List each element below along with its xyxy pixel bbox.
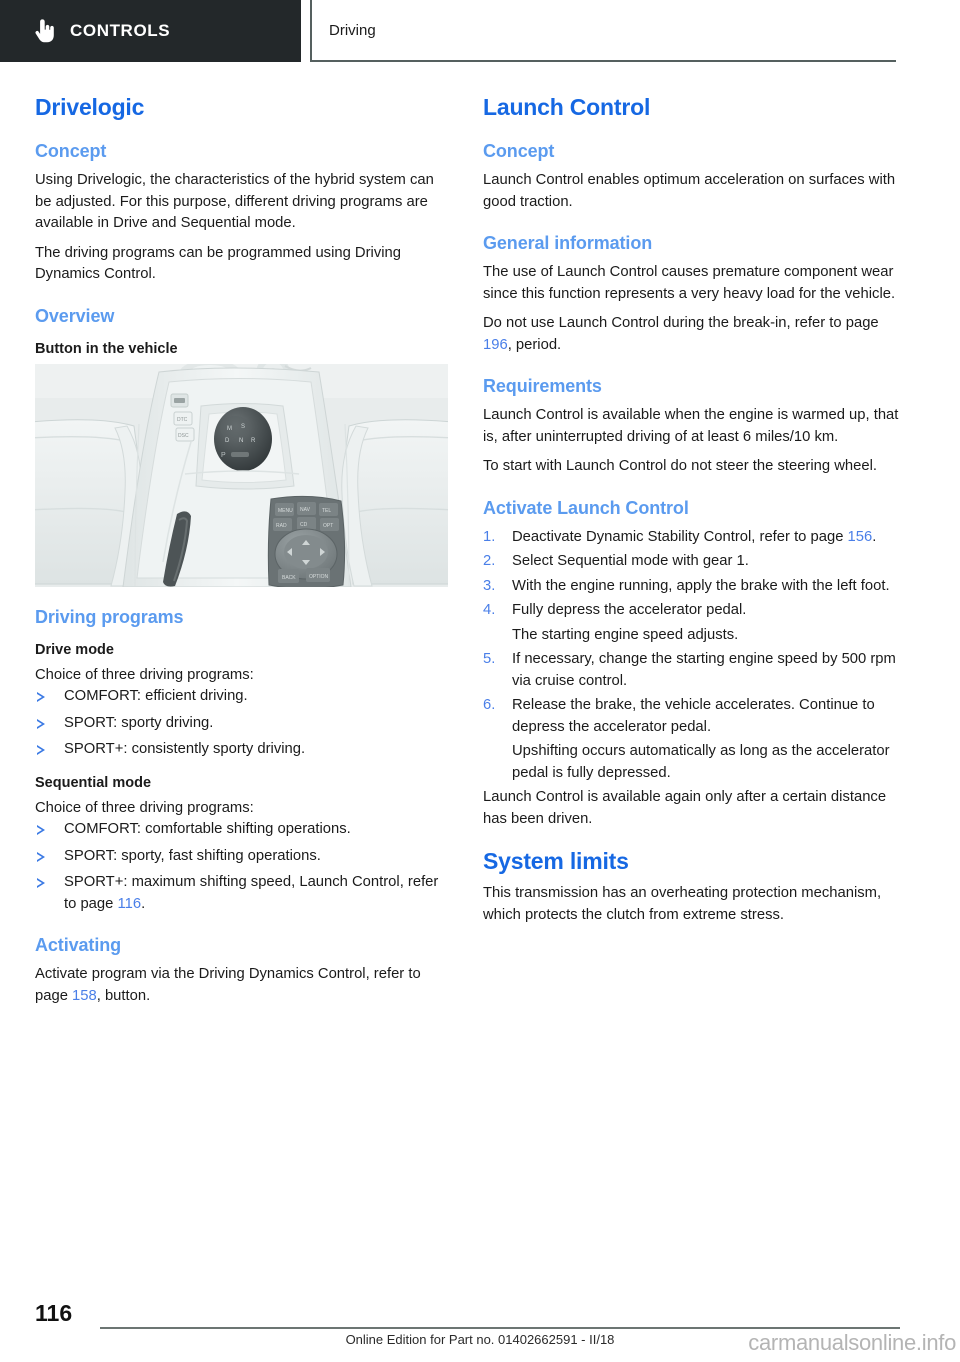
step-number: 3. (483, 577, 496, 594)
step-number: 5. (483, 651, 496, 667)
step-text: Fully depress the accelerator pedal. (512, 602, 747, 618)
triangle-bullet-icon (37, 719, 45, 729)
page-footer (0, 1280, 960, 1362)
general-text-pre: Do not use Launch Control during the break-in, refer to page (483, 315, 879, 331)
svg-text:S: S (241, 423, 246, 430)
list-item-text: SPORT: sporty, fast shifting operations. (64, 847, 321, 864)
list-item-text: SPORT+: consistently sporty driving. (64, 741, 306, 757)
activate-steps-list (483, 527, 901, 785)
general-text-post: , period. (507, 336, 562, 353)
svg-text:OPT: OPT (323, 522, 334, 529)
page-title-drivelogic: Drivelogic (35, 94, 145, 120)
svg-text:DTC: DTC (177, 416, 188, 423)
concept-paragraph-2: The driving programs can be programmed using Driving Dynamics Control. (35, 244, 401, 282)
label-button-in-the-vehicle: Button in the vehicle (35, 340, 178, 357)
footer-divider (100, 1327, 900, 1329)
step-note: The starting engine speed adjusts. (512, 626, 739, 643)
list-item-text: COMFORT: efficient driving. (64, 688, 248, 704)
sequential-mode-list (35, 819, 453, 915)
heading-requirements: Requirements (483, 376, 602, 396)
activating-text-pre: Activate program via the Driving Dynamics Control, refer to page (35, 966, 421, 1004)
lc-concept-paragraph: Launch Control enables optimum acceleration on surfaces with good traction. (483, 172, 896, 210)
list-item (483, 600, 901, 646)
general-paragraph-2 (483, 313, 901, 356)
step-text: Deactivate Dynamic Stability Control, refer to page (512, 528, 848, 545)
general-paragraph-1: The use of Launch Control causes premature component wear since this function represents a very heavy load for the vehicle. (483, 264, 896, 302)
heading-concept-left: Concept (35, 141, 107, 161)
page-content (0, 72, 960, 1280)
heading-overview: Overview (35, 305, 115, 326)
heading-concept-right: Concept (483, 141, 555, 161)
svg-text:D: D (225, 437, 230, 444)
label-sequential-mode: Sequential mode (35, 774, 152, 791)
drive-mode-list (35, 686, 453, 761)
svg-text:MENU: MENU (278, 507, 293, 514)
chapter-banner[interactable] (0, 0, 301, 62)
triangle-bullet-icon (37, 825, 45, 835)
page-reference-link[interactable]: 156 (847, 528, 873, 545)
list-item (483, 649, 901, 692)
list-item-text: SPORT+: maximum shifting speed, Launch Control, refer to page (64, 874, 439, 912)
page-reference-link[interactable]: 116 (117, 895, 142, 912)
hand-pointing-icon (34, 18, 56, 44)
center-console-illustration (35, 364, 448, 587)
svg-text:R: R (251, 437, 256, 444)
right-column (483, 94, 901, 934)
heading-general-information: General information (483, 233, 653, 253)
step-number: 1. (483, 528, 496, 545)
list-item (35, 686, 453, 708)
list-item (35, 739, 453, 761)
heading-driving-programs: Driving programs (35, 606, 184, 627)
list-item (483, 576, 901, 598)
svg-text:DSC: DSC (178, 432, 189, 439)
heading-activate-launch-control: Activate Launch Control (483, 497, 689, 518)
edition-note: Online Edition for Part no. 01402662591 - II/18 (345, 1332, 615, 1347)
list-item (35, 846, 453, 868)
step-text-tail: . (872, 528, 877, 545)
site-watermark: carmanualsonline.info (748, 1330, 956, 1355)
step-note: Upshifting occurs automatically as long as the accelerator pedal is fully depressed. (512, 743, 890, 781)
concept-paragraph-1: Using Drivelogic, the characteristics of the hybrid system can be adjusted. For this purpose, different driving programs are available in Drive and Sequential mode. (35, 172, 434, 231)
step-text: Select Sequential mode with gear 1. (512, 553, 749, 569)
step-text: Release the brake, the vehicle accelerates. Continue to depress the accelerator pedal. (512, 697, 875, 735)
svg-text:M: M (227, 425, 232, 432)
section-tab-driving[interactable] (310, 0, 896, 62)
triangle-bullet-icon (37, 878, 45, 888)
list-item (35, 872, 453, 915)
list-item-text-tail: . (141, 895, 146, 912)
step-text: If necessary, change the starting engine speed by 500 rpm via cruise control. (512, 651, 896, 689)
triangle-bullet-icon (37, 692, 45, 702)
step-number: 6. (483, 697, 496, 713)
heading-activating: Activating (35, 935, 122, 955)
svg-text:OPTION: OPTION (309, 573, 329, 580)
sequential-mode-intro: Choice of three driving programs: (35, 799, 254, 816)
activating-paragraph (35, 964, 453, 1007)
left-column (35, 94, 453, 1015)
page-header (0, 0, 960, 72)
requirements-paragraph-1: Launch Control is available when the engine is warmed up, that is, after uninterrupted driving of at least 6 miles/10 km. (483, 407, 899, 445)
list-item (35, 713, 453, 735)
step-text: With the engine running, apply the brake with the left foot. (512, 577, 890, 594)
section-tab-label: Driving (329, 21, 376, 39)
list-item-text: COMFORT: comfortable shifting operations. (64, 821, 351, 837)
step-number: 4. (483, 602, 496, 618)
svg-text:NAV: NAV (300, 506, 310, 513)
svg-text:P: P (221, 451, 226, 459)
requirements-paragraph-2: To start with Launch Control do not steer the steering wheel. (483, 458, 877, 474)
list-item (483, 527, 901, 549)
system-limits-paragraph: This transmission has an overheating protection mechanism, which protects the clutch from extreme stress. (483, 885, 882, 923)
list-item (35, 819, 453, 841)
label-drive-mode: Drive mode (35, 641, 114, 658)
activating-text-post: , button. (96, 987, 151, 1004)
page-reference-link[interactable]: 158 (72, 987, 97, 1004)
drive-mode-intro: Choice of three driving programs: (35, 666, 254, 683)
page-reference-link[interactable]: 196 (483, 336, 508, 353)
chapter-label: CONTROLS (70, 21, 171, 40)
step-number: 2. (483, 553, 496, 569)
svg-text:RAD: RAD (276, 522, 287, 529)
list-item (483, 551, 901, 573)
launch-control-closing-paragraph: Launch Control is available again only after a certain distance has been driven. (483, 789, 887, 827)
list-item-text: SPORT: sporty driving. (64, 714, 214, 731)
page-number: 116 (35, 1300, 73, 1326)
svg-text:N: N (239, 437, 244, 444)
list-item (483, 695, 901, 784)
heading-system-limits: System limits (483, 848, 629, 874)
svg-text:BACK: BACK (282, 574, 296, 581)
triangle-bullet-icon (37, 745, 45, 755)
svg-text:TEL: TEL (322, 507, 332, 514)
triangle-bullet-icon (37, 852, 45, 862)
page-title-launch-control: Launch Control (483, 94, 651, 120)
svg-text:CD: CD (300, 521, 308, 528)
